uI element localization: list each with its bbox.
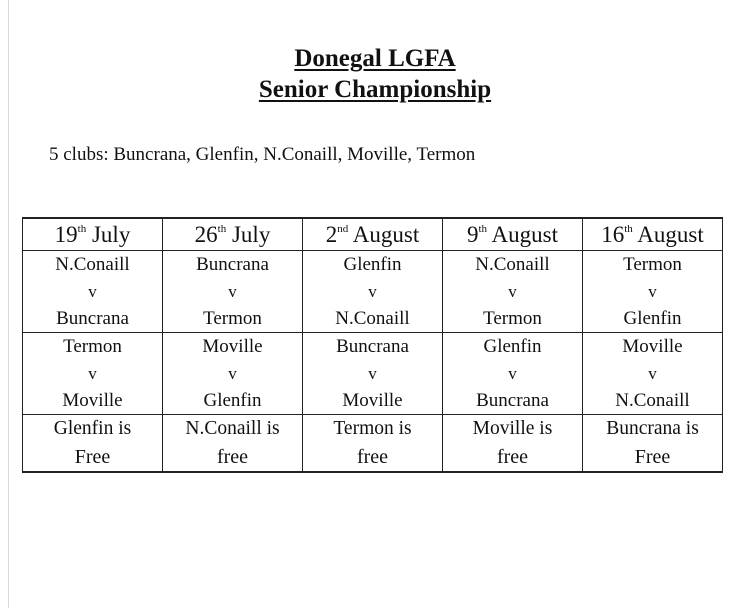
table-cell: N.Conaill [303, 305, 443, 333]
versus-cell: v [163, 360, 303, 387]
table-cell: Termon [583, 251, 723, 279]
table-cell: Moville [163, 333, 303, 361]
title-line-2: Senior Championship [258, 76, 492, 103]
free-team-cell: Moville is [443, 415, 583, 444]
free-team-cell: N.Conaill is [163, 415, 303, 444]
table-row [23, 278, 723, 305]
table-cell: Buncrana [163, 251, 303, 279]
table-cell: Buncrana [443, 387, 583, 415]
versus-cell: v [303, 360, 443, 387]
free-label-cell: Free [23, 443, 163, 472]
table-cell: N.Conaill [443, 251, 583, 279]
fixtures-table [22, 217, 723, 473]
column-header: 19th July [23, 218, 163, 251]
versus-cell: v [443, 360, 583, 387]
table-cell: Glenfin [303, 251, 443, 279]
table-cell: Termon [23, 333, 163, 361]
table-cell: Moville [23, 387, 163, 415]
free-label-cell: free [163, 443, 303, 472]
table-row [23, 305, 723, 333]
table-cell: N.Conaill [583, 387, 723, 415]
free-team-cell: Termon is [303, 415, 443, 444]
column-header: 26th July [163, 218, 303, 251]
table-cell: Termon [163, 305, 303, 333]
title-line-1: Donegal LGFA [294, 45, 456, 72]
header-row [23, 218, 723, 251]
table-row [23, 443, 723, 472]
column-header: 2nd August [303, 218, 443, 251]
table-cell: Termon [443, 305, 583, 333]
versus-cell: v [583, 278, 723, 305]
versus-cell: v [23, 278, 163, 305]
column-header: 16th August [583, 218, 723, 251]
versus-cell: v [443, 278, 583, 305]
table-cell: Glenfin [163, 387, 303, 415]
free-label-cell: free [443, 443, 583, 472]
clubs-intro: 5 clubs: Buncrana, Glenfin, N.Conaill, Moville, Termon [49, 144, 476, 165]
versus-cell: v [303, 278, 443, 305]
free-team-cell: Buncrana is [583, 415, 723, 444]
table-row [23, 360, 723, 387]
table-cell: Moville [583, 333, 723, 361]
title-block [0, 43, 750, 105]
free-label-cell: free [303, 443, 443, 472]
table-row [23, 333, 723, 361]
table-cell: Buncrana [303, 333, 443, 361]
table-cell: Moville [303, 387, 443, 415]
versus-cell: v [583, 360, 723, 387]
table-row [23, 415, 723, 444]
column-header: 9th August [443, 218, 583, 251]
versus-cell: v [23, 360, 163, 387]
table-cell: Glenfin [443, 333, 583, 361]
table-cell: N.Conaill [23, 251, 163, 279]
versus-cell: v [163, 278, 303, 305]
table-cell: Buncrana [23, 305, 163, 333]
free-team-cell: Glenfin is [23, 415, 163, 444]
table-row [23, 387, 723, 415]
free-label-cell: Free [583, 443, 723, 472]
table-cell: Glenfin [583, 305, 723, 333]
table-row [23, 251, 723, 279]
